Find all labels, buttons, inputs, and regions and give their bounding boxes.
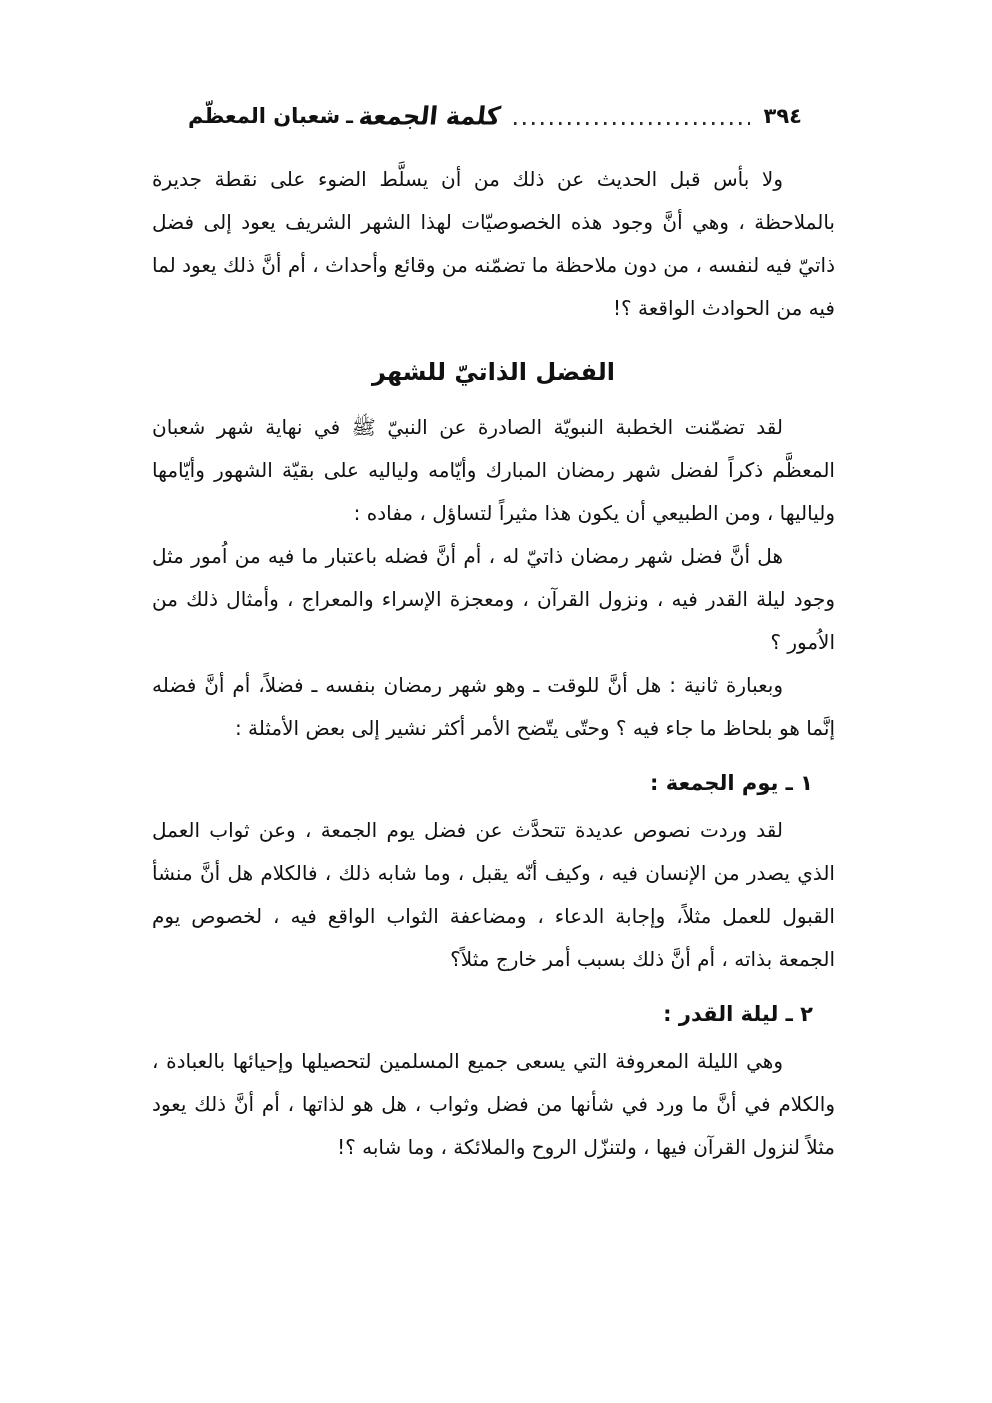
page-number: ٣٩٤ [763, 104, 802, 128]
paragraph: هل أنَّ فضل شهر رمضان ذاتيّ له ، أم أنَّ فضله باعتبار ما فيه من اُمور مثل وجود ليلة القدر فيه ، ونزول القرآن ، ومعجزة الإسراء والمعراج ، وأمثال ذلك من الاُمور ؟ [152, 544, 835, 654]
series-logo: كلمة الجمعة [357, 101, 503, 131]
running-header [188, 96, 802, 136]
subsection-heading-qadr-night: ٢ ـ ليلة القدر : [663, 1002, 813, 1026]
dotted-leader [514, 122, 749, 125]
page-body [152, 158, 835, 1169]
title-separator-dash: ـ [346, 104, 353, 128]
chapter-title: شعبان المعظّم [188, 104, 341, 128]
paragraph: لقد وردت نصوص عديدة تتحدَّث عن فضل يوم الجمعة ، وعن ثواب العمل الذي يصدر من الإنسان فيه ، وكيف أنّه يقبل ، وما شابه ذلك ، فالكلام هل أنَّ منشأ القبول للعمل مثلاً، وإجابة الدعاء ، ومضاعفة الثواب الواقع فيه ، لخصوص يوم الجمعة بذاته ، أم أنَّ ذلك بسبب أمر خارج مثلاً؟ [152, 818, 835, 971]
running-title [188, 101, 503, 131]
section-heading: الفضل الذاتيّ للشهر [372, 358, 615, 386]
subsection-heading-friday: ١ ـ يوم الجمعة : [650, 771, 813, 795]
paragraph: وبعبارة ثانية : هل أنَّ للوقت ـ وهو شهر رمضان بنفسه ـ فضلاً، أم أنَّ فضله إنَّما هو بلحاظ ما جاء فيه ؟ وحتّى يتّضح الأمر أكثر نشير إلى بعض الأمثلة : [152, 673, 835, 740]
paragraph: وهي الليلة المعروفة التي يسعى جميع المسلمين لتحصيلها وإحيائها بالعبادة ، والكلام في أنَّ ما ورد في شأنها من فضل وثواب ، هل هو لذاتها ، أم أنَّ ذلك يعود مثلاً لنزول القرآن فيها ، ولتنزّل الروح والملائكة ، وما شابه ؟! [152, 1049, 835, 1159]
intro-paragraph: ولا بأس قبل الحديث عن ذلك من أن يسلَّط الضوء على نقطة جديرة بالملاحظة ، وهي أنَّ وجود هذه الخصوصيّات لهذا الشهر الشريف يعود إلى فضل ذاتيّ فيه لنفسه ، من دون ملاحظة ما تضمّنه من وقائع وأحداث ، أم أنَّ ذلك يعود لما فيه من الحوادث الواقعة ؟! [152, 167, 835, 320]
paragraph: لقد تضمّنت الخطبة النبويّة الصادرة عن النبيّ ﷺ في نهاية شهر شعبان المعظَّم ذكراً لفضل شهر رمضان المبارك وأيّامه ولياليه على بقيّة الشهور وأيّامها ولياليها ، ومن الطبيعي أن يكون هذا مثيراً لتساؤل ، مفاده : [152, 415, 835, 525]
